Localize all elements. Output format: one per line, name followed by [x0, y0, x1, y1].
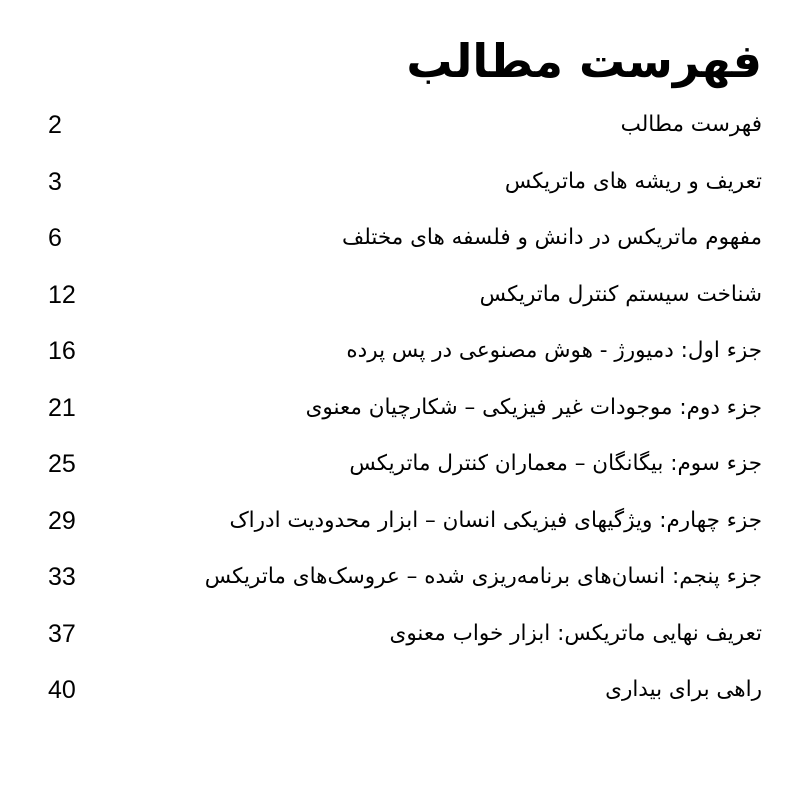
toc-entry[interactable]: [0, 667, 800, 724]
toc-page-number: 25: [48, 450, 76, 478]
toc-entry-label: مفهوم ماتریکس در دانش و فلسفه های مختلف: [342, 225, 762, 250]
toc-page-number: 29: [48, 506, 76, 535]
toc-entry[interactable]: [0, 385, 800, 442]
toc-entry[interactable]: [0, 215, 800, 272]
toc-entry[interactable]: [0, 498, 800, 555]
toc-page-number: 12: [48, 280, 76, 309]
toc-entry-label: جزء دوم: موجودات غیر فیزیکی – شکارچیان معنوی: [305, 394, 762, 420]
toc-entry[interactable]: [0, 554, 800, 611]
toc-page-number: 40: [48, 676, 76, 704]
toc-page-number: 6: [48, 224, 62, 252]
toc-entry-label: جزء پنجم: انسان‌های برنامه‌ریزی شده – عروسک‌های ماتریکس: [204, 564, 762, 589]
toc-page-number: 2: [48, 111, 62, 139]
toc-entry[interactable]: [0, 328, 800, 385]
toc-list: [0, 102, 800, 724]
toc-entry-label: جزء سوم: بیگانگان – معماران کنترل ماتریکس: [349, 451, 762, 476]
toc-entry-label: جزء اول: دمیورژ - هوش مصنوعی در پس پرده: [346, 338, 762, 363]
toc-page-number: 16: [48, 337, 76, 365]
toc-entry-label: راهی برای بیداری: [605, 677, 762, 702]
page-title: فهرست مطالب: [406, 34, 762, 88]
toc-page-number: 21: [48, 393, 76, 422]
toc-page-number: 3: [48, 167, 62, 196]
toc-entry-label: شناخت سیستم کنترل ماتریکس: [479, 281, 762, 307]
toc-entry-label: فهرست مطالب: [620, 112, 762, 137]
toc-page-number: 37: [48, 619, 76, 648]
toc-entry-label: تعریف و ریشه های ماتریکس: [504, 168, 762, 194]
toc-entry[interactable]: [0, 611, 800, 668]
toc-entry[interactable]: [0, 272, 800, 329]
toc-entry-label: تعریف نهایی ماتریکس: ابزار خواب معنوی: [389, 620, 762, 646]
toc-page-number: 33: [48, 563, 76, 591]
toc-entry-label: جزء چهارم: ویژگیهای فیزیکی انسان – ابزار محدودیت ادراک: [229, 507, 762, 533]
toc-entry[interactable]: [0, 441, 800, 498]
toc-entry[interactable]: [0, 159, 800, 216]
toc-entry[interactable]: [0, 102, 800, 159]
